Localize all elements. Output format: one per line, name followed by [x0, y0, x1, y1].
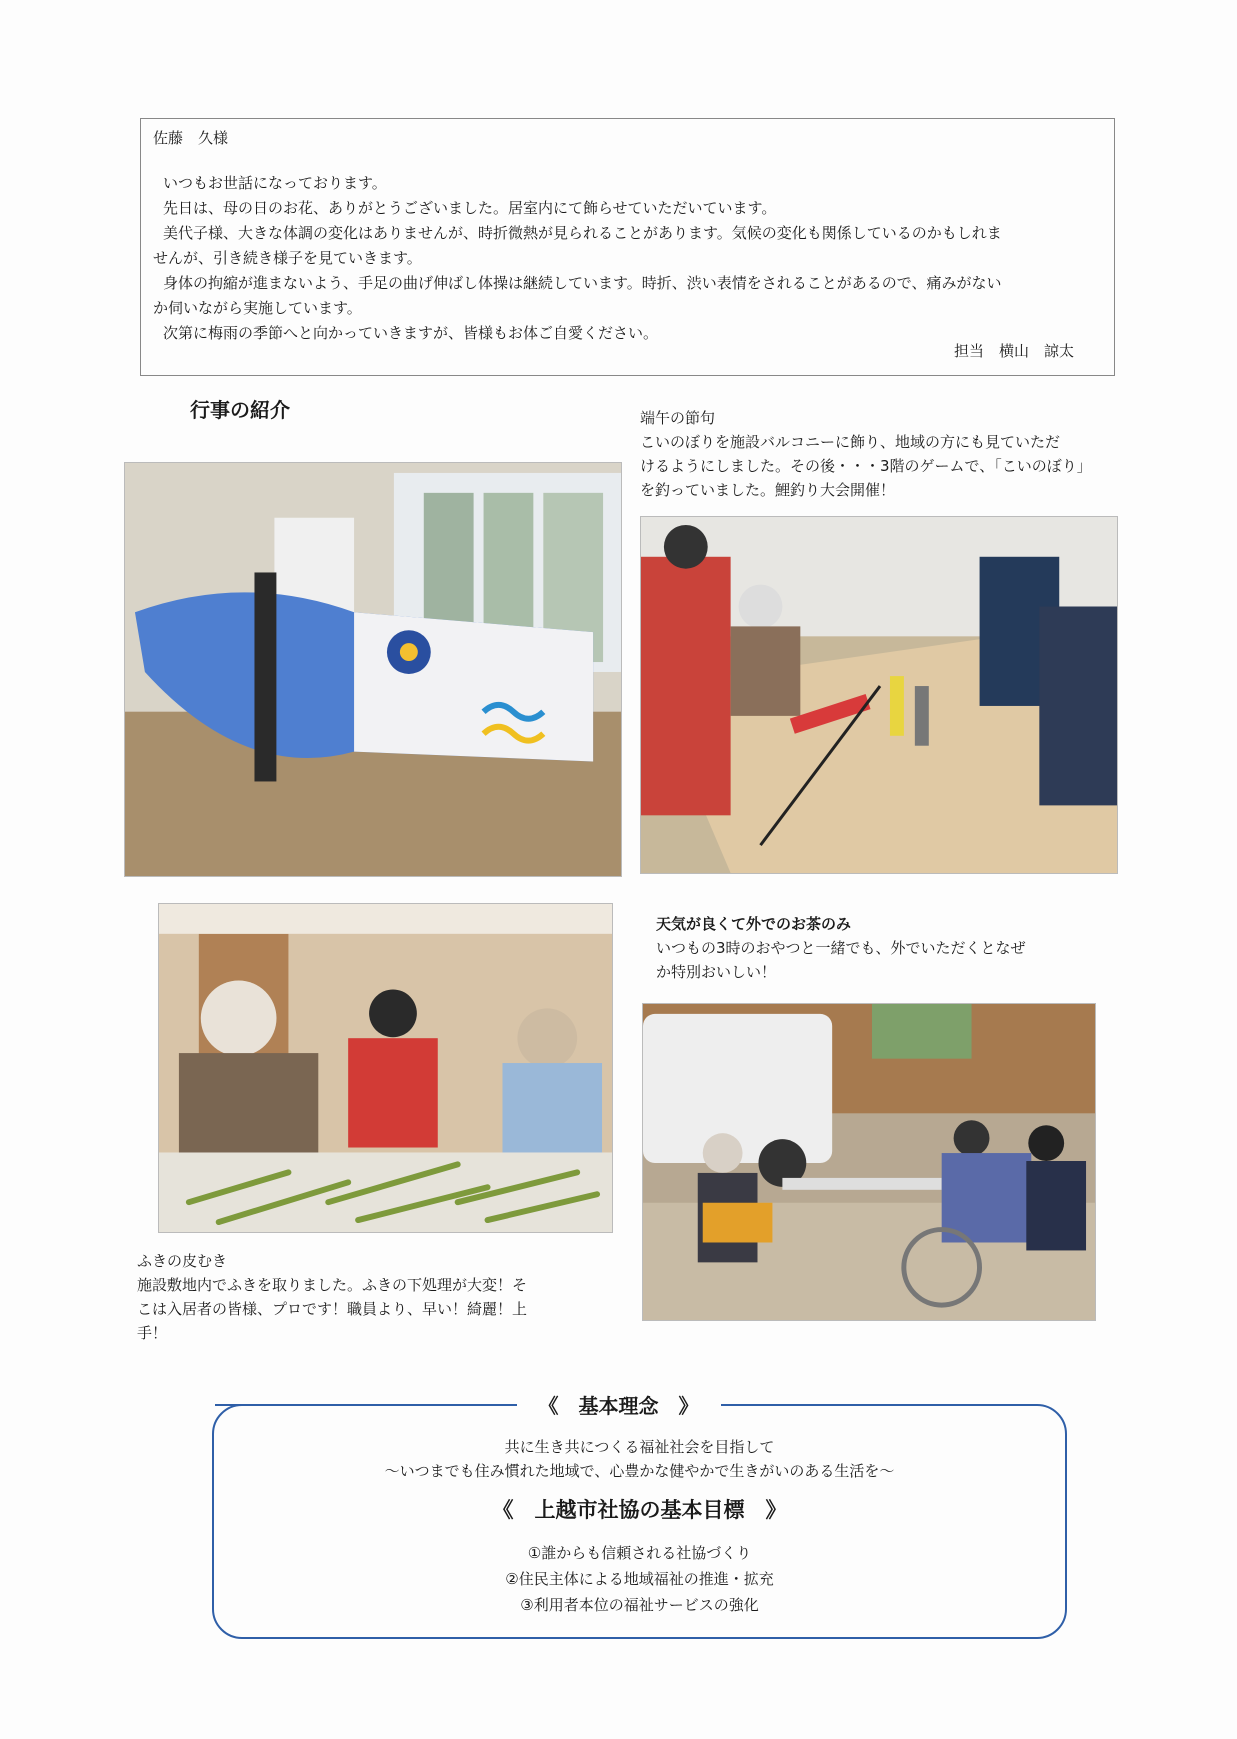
letter-signature: 担当 横山 諒太	[953, 342, 1074, 360]
fuki-line: 手！	[137, 1324, 168, 1342]
tango-line: けるようにしました。その後・・・3階のゲームで、「こいのぼり」	[640, 457, 1092, 475]
tango-line: こいのぼりを施設バルコニーに飾り、地域の方にも見ていただ	[640, 433, 1061, 451]
tea-line: か特別おいしい！	[656, 963, 777, 981]
philosophy-heading-text: 《 基本理念 》	[517, 1394, 721, 1418]
letter-line: か伺いながら実施しています。	[153, 299, 362, 317]
goals-list	[212, 1540, 1067, 1618]
goal-item: ③利用者本位の福祉サービスの強化	[520, 1596, 759, 1614]
tango-line: を釣っていました。鯉釣り大会開催！	[640, 481, 896, 499]
goals-heading: 《 上越市社協の基本目標 》	[492, 1498, 787, 1522]
letter-line: いつもお世話になっております。	[163, 174, 387, 192]
letter-line: せんが、引き続き様子を見ていきます。	[153, 249, 422, 267]
letter-line: 先日は、母の日のお花、ありがとうございました。居室内にて飾らせていただいています。	[163, 199, 777, 217]
fuki-line: 施設敷地内でふきを取りました。ふきの下処理が大変！そ	[137, 1276, 528, 1294]
letter-line: 美代子様、大きな体調の変化はありませんが、時折微熱が見られることがあります。気候の変化も関係しているのかもしれま	[163, 224, 1002, 242]
letter-line: 身体の拘縮が進まないよう、手足の曲げ伸ばし体操は継続しています。時折、渋い表情をされることがあるので、痛みがない	[163, 274, 1002, 292]
philosophy-heading	[0, 1390, 1237, 1419]
goal-item: ②住民主体による地域福祉の推進・拡充	[505, 1570, 774, 1588]
koinobori-photo	[124, 462, 622, 877]
letter-recipient: 佐藤 久様	[153, 129, 229, 147]
letter-body	[153, 171, 1103, 346]
section-title: 行事の紹介	[190, 398, 290, 422]
fuki-line: こは入居者の皆様、プロです！職員より、早い！綺麗！上	[137, 1300, 528, 1318]
tea-title: 天気が良くて外でのお茶のみ	[656, 915, 852, 933]
outdoor-tea-photo	[642, 1003, 1096, 1321]
tea-caption	[656, 912, 1096, 984]
letter-line: 次第に梅雨の季節へと向かっていきますが、皆様もお体ご自愛ください。	[163, 324, 659, 342]
goal-item: ①誰からも信頼される社協づくり	[527, 1544, 752, 1562]
fishing-game-photo	[640, 516, 1118, 874]
letter-box	[140, 118, 1115, 376]
fuki-title: ふきの皮むき	[137, 1252, 228, 1270]
fuki-caption	[137, 1249, 607, 1345]
tea-line: いつもの3時のおやつと一緒でも、外でいただくとなぜ	[656, 939, 1026, 957]
philosophy-line: ～いつまでも住み慣れた地域で、心豊かな健やかで生きがいのある生活を～	[384, 1462, 895, 1480]
tango-caption	[640, 406, 1110, 502]
tango-title: 端午の節句	[640, 409, 716, 427]
philosophy-line: 共に生き共につくる福祉社会を目指して	[504, 1438, 775, 1456]
fuki-peeling-photo	[158, 903, 613, 1233]
